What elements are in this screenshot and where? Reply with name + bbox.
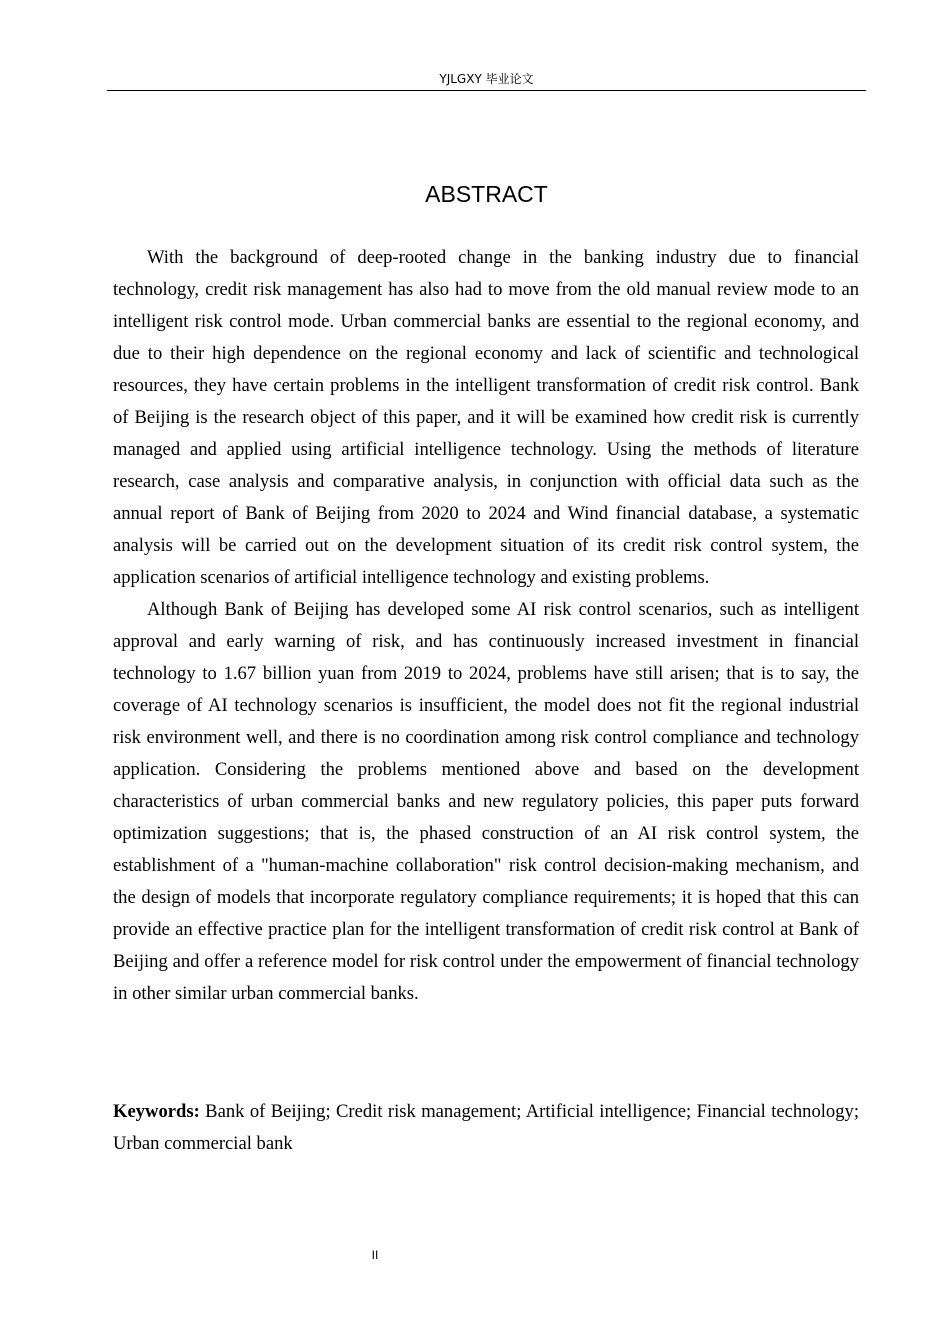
page-header	[107, 70, 866, 91]
abstract-paragraph-2: Although Bank of Beijing has developed some AI risk control scenarios, such as intelligent approval and early warning of risk, and has continuously increased investment in financial technology to 1.67 billion yuan from 2019 to 2024, problems have still arisen; that is to say, the coverage of AI technology scenarios is insufficient, the model does not fit the regional industrial risk environment well, and there is no coordination among risk control compliance and technology application. Considering the problems mentioned above and based on the development characteristics of urban commercial banks and new regulatory policies, this paper puts forward optimization suggestions; that is, the phased construction of an AI risk control system, the establishment of a "human-machine collaboration" risk control decision-making mechanism, and the design of models that incorporate regulatory compliance requirements; it is hoped that this can provide an effective practice plan for the intelligent transformation of credit risk control at Bank of Beijing and offer a reference model for risk control under the empowerment of financial technology in other similar urban commercial banks.	[113, 599, 859, 1004]
abstract-body	[113, 242, 859, 1010]
header-text: YJLGXY 毕业论文	[439, 72, 534, 86]
abstract-title: ABSTRACT	[425, 181, 548, 207]
keywords-line	[113, 1096, 859, 1160]
abstract-paragraph-1: With the background of deep-rooted change in the banking industry due to financial technology, credit risk management has also had to move from the old manual review mode to an intelligent risk control mode. Urban commercial banks are essential to the regional economy, and due to their high dependence on the regional economy and lack of scientific and technological resources, they have certain problems in the intelligent transformation of credit risk control. Bank of Beijing is the research object of this paper, and it will be examined how credit risk is currently managed and applied using artificial intelligence technology. Using the methods of literature research, case analysis and comparative analysis, in conjunction with official data such as the annual report of Bank of Beijing from 2020 to 2024 and Wind financial database, a systematic analysis will be carried out on the development situation of its credit risk control system, the application scenarios of artificial intelligence technology and existing problems.	[113, 247, 859, 588]
keywords-text: Bank of Beijing; Credit risk management; Artificial intelligence; Financial technology; Urban commercial bank	[113, 1101, 859, 1154]
keywords-label: Keywords:	[113, 1101, 200, 1122]
page-number: II	[371, 1248, 379, 1262]
